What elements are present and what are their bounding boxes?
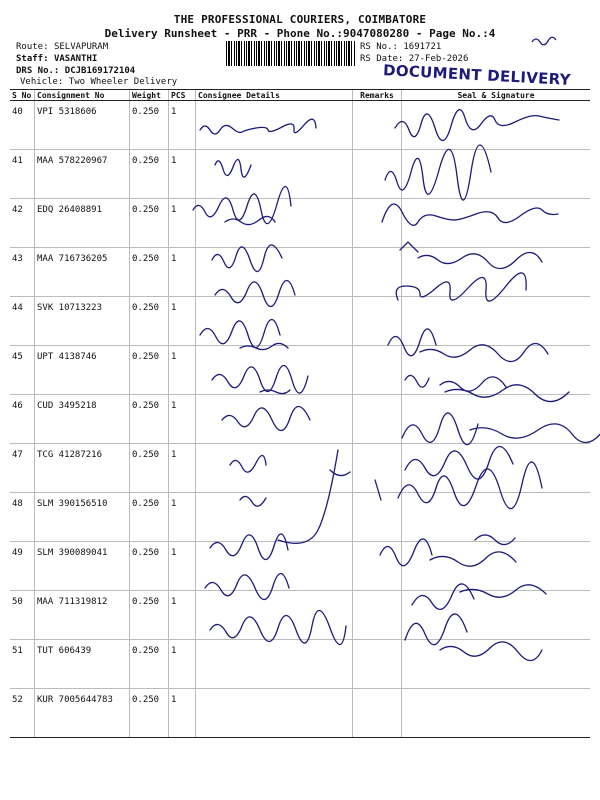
pcs-cell: 1 [169,346,196,395]
table-row [10,542,590,591]
pcs-cell: 1 [169,689,196,738]
pcs-cell: 1 [169,150,196,199]
remarks-cell [353,444,402,493]
sno-cell: 40 [10,101,35,150]
rs-date-label: RS Date: [360,54,404,64]
sno-cell: 51 [10,640,35,689]
remarks-cell [353,248,402,297]
col-header-consignment: Consignment No [35,90,130,101]
drs-value: DCJB169172104 [64,66,136,76]
rs-date-value: 27-Feb-2026 [408,54,469,64]
consignment-cell: UPT 4138746 [35,346,130,395]
consignment-cell: VPI 5318606 [35,101,130,150]
route-label: Route: [16,42,49,52]
consignment-cell: EDQ 26408891 [35,199,130,248]
route-line [16,42,108,53]
remarks-cell [353,101,402,150]
staff-label: Staff: [16,54,49,64]
weight-cell: 0.250 [130,101,169,150]
sno-cell: 42 [10,199,35,248]
weight-cell: 0.250 [130,248,169,297]
weight-cell: 0.250 [130,346,169,395]
remarks-cell [353,297,402,346]
sno-cell: 52 [10,689,35,738]
consignee-cell [196,542,353,591]
signature-cell [402,640,591,689]
staff-value: VASANTHI [53,54,98,64]
rs-no-label: RS No.: [360,42,398,52]
weight-cell: 0.250 [130,689,169,738]
table-row [10,444,590,493]
signature-cell [402,199,591,248]
consignment-cell: MAA 578220967 [35,150,130,199]
remarks-cell [353,346,402,395]
col-header-sno: S No [10,90,35,101]
pcs-cell: 1 [169,493,196,542]
vehicle-label: Vehicle: [20,77,64,87]
col-header-remarks: Remarks [353,90,402,101]
remarks-cell [353,689,402,738]
table-row [10,493,590,542]
consignee-cell [196,640,353,689]
signature-cell [402,346,591,395]
barcode [226,41,355,66]
signature-cell [402,101,591,150]
pcs-cell: 1 [169,199,196,248]
remarks-cell [353,542,402,591]
rs-no-line [360,42,441,53]
weight-cell: 0.250 [130,150,169,199]
consignment-cell: TUT 606439 [35,640,130,689]
consignment-cell: KUR 7005644783 [35,689,130,738]
sno-cell: 41 [10,150,35,199]
weight-cell: 0.250 [130,199,169,248]
signature-cell [402,444,591,493]
table-row [10,297,590,346]
weight-cell: 0.250 [130,395,169,444]
remarks-cell [353,493,402,542]
table-row [10,248,590,297]
vehicle-line [20,77,177,88]
pcs-cell: 1 [169,248,196,297]
consignee-cell [196,493,353,542]
runsheet-title: Delivery Runsheet - PRR - Phone No.:9047080280 - Page No.:4 [104,27,496,40]
table-header-row [10,90,590,101]
signature-cell [402,493,591,542]
sno-cell: 43 [10,248,35,297]
remarks-cell [353,640,402,689]
consignee-cell [196,101,353,150]
table-row [10,346,590,395]
consignee-cell [196,150,353,199]
consignee-cell [196,444,353,493]
sno-cell: 45 [10,346,35,395]
sno-cell: 49 [10,542,35,591]
remarks-cell [353,150,402,199]
drs-label: DRS No.: [16,66,60,76]
rs-no-value: 1691721 [403,42,442,52]
consignment-cell: CUD 3495218 [35,395,130,444]
consignee-cell [196,689,353,738]
remarks-cell [353,591,402,640]
col-header-pcs: PCS [169,90,196,101]
pcs-cell: 1 [169,444,196,493]
consignment-cell: SLM 390089041 [35,542,130,591]
remarks-cell [353,199,402,248]
signature-cell [402,591,591,640]
table-row [10,640,590,689]
col-header-seal-signature: Seal & Signature [402,90,591,101]
vehicle-value: Two Wheeler Delivery [68,77,178,87]
consignment-cell: SVK 10713223 [35,297,130,346]
consignee-cell [196,395,353,444]
table-row [10,101,590,150]
pcs-cell: 1 [169,395,196,444]
signature-cell [402,150,591,199]
document-delivery-stamp: DOCUMENT DELIVERY [382,61,572,89]
table-row [10,591,590,640]
signature-cell [402,542,591,591]
runsheet-table [10,89,590,705]
weight-cell: 0.250 [130,591,169,640]
remarks-cell [353,395,402,444]
signature-cell [402,248,591,297]
route-value: SELVAPURAM [53,42,109,52]
sno-cell: 48 [10,493,35,542]
table-row [10,199,590,248]
weight-cell: 0.250 [130,297,169,346]
sno-cell: 44 [10,297,35,346]
sno-cell: 46 [10,395,35,444]
weight-cell: 0.250 [130,542,169,591]
col-header-weight: Weight [130,90,169,101]
pcs-cell: 1 [169,640,196,689]
sno-cell: 47 [10,444,35,493]
pcs-cell: 1 [169,542,196,591]
weight-cell: 0.250 [130,493,169,542]
signature-cell [402,395,591,444]
sno-cell: 50 [10,591,35,640]
consignee-cell [196,248,353,297]
pcs-cell: 1 [169,297,196,346]
drs-line [16,66,135,77]
weight-cell: 0.250 [130,444,169,493]
staff-line [16,54,97,65]
table-row [10,150,590,199]
consignment-cell: MAA 711319812 [35,591,130,640]
consignee-cell [196,297,353,346]
pcs-cell: 1 [169,591,196,640]
signature-cell [402,689,591,738]
consignee-cell [196,199,353,248]
consignee-cell [196,346,353,395]
weight-cell: 0.250 [130,640,169,689]
consignment-cell: MAA 716736205 [35,248,130,297]
consignee-cell [196,591,353,640]
signature-cell [402,297,591,346]
company-name: THE PROFESSIONAL COURIERS, COIMBATORE [173,13,427,26]
consignment-cell: TCG 41287216 [35,444,130,493]
consignment-cell: SLM 390156510 [35,493,130,542]
table-row [10,689,590,738]
col-header-consignee: Consignee Details [196,90,353,101]
pcs-cell: 1 [169,101,196,150]
table-row [10,395,590,444]
